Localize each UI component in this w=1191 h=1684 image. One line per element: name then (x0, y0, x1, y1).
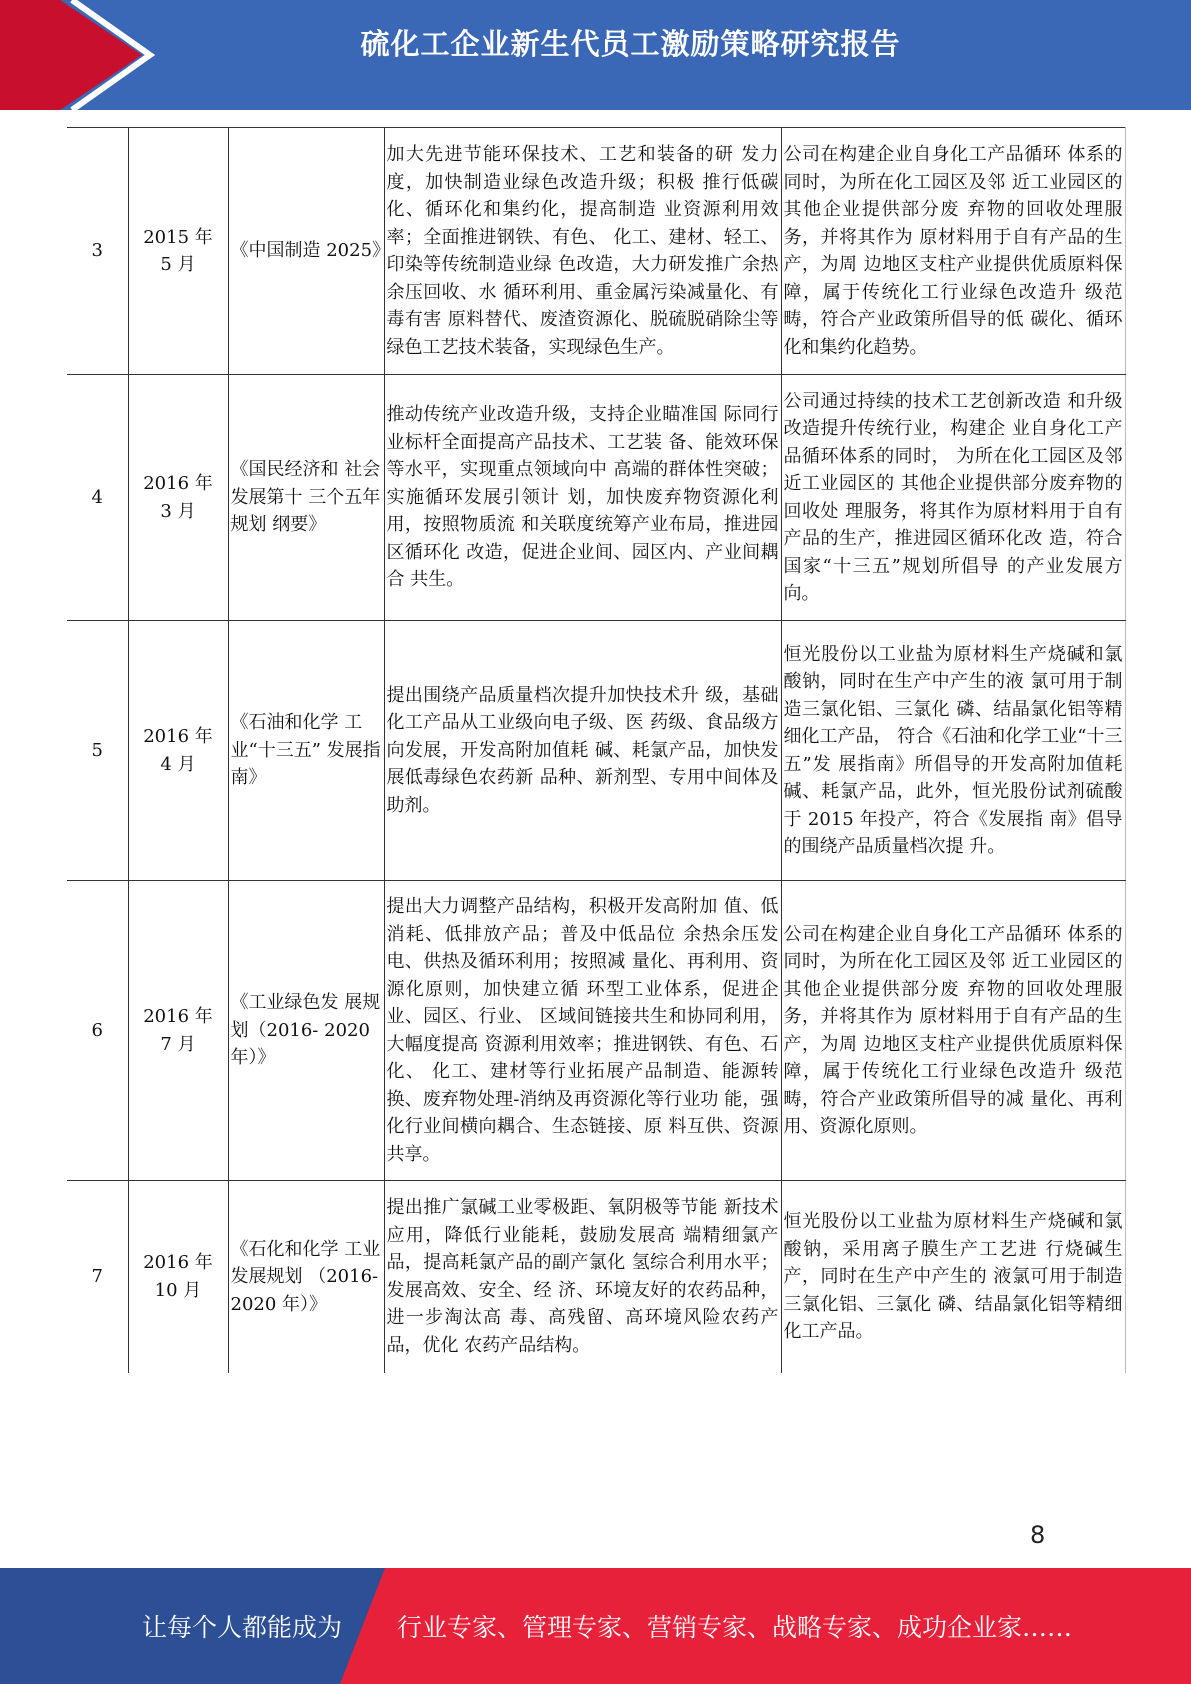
row-number: 3 (67, 128, 128, 375)
table-row (67, 128, 1125, 375)
footer-slogan-right: 行业专家、管理专家、营销专家、战略专家、成功企业家…… (397, 1613, 1073, 1642)
row-number: 5 (67, 621, 128, 881)
table-row (67, 375, 1125, 621)
row-number: 6 (67, 881, 128, 1181)
row-requirement: 提出围绕产品质量档次提升加快技术升 级，基础化工产品从工业级向电子级、医 药级、食品级方向发展，开发高附加值耗 碱、耗氯产品，加快发展低毒绿色农药新 品种、新剂型、专用中间体及助剂。 (384, 621, 781, 881)
page-title: 硫化工企业新生代员工激励策略研究报告 (360, 27, 901, 61)
row-company-fit: 公司通过持续的技术工艺创新改造 和升级改造提升传统行业，构建企 业自身化工产品循环体系的同时， 为所在化工园区及邻近工业园区的 其他企业提供部分废弃物的回收处 理服务，将其作为原材料用于自有 产品的生产，推进园区循环化改 造，符合国家“十三五”规划所倡导 的产业发展方向。 (781, 375, 1125, 621)
row-document: 《国民经济和 社会发展第十 三个五年规划 纲要》 (228, 375, 384, 621)
row-company-fit: 公司在构建企业自身化工产品循环 体系的同时，为所在化工园区及邻 近工业园区的其他企业提供部分废 弃物的回收处理服务，并将其作为 原材料用于自有产品的生产，为周 边地区支柱产业提供优质原料保 障，属于传统化工行业绿色改造升 级范畴，符合产业政策所倡导的低 碳化、循环化和集约化趋势。 (781, 128, 1125, 375)
row-date: 2016 年 10 月 (128, 1181, 228, 1373)
row-date: 2016 年 7 月 (128, 881, 228, 1181)
table-row (67, 881, 1125, 1181)
table-row (67, 1181, 1125, 1373)
row-number: 4 (67, 375, 128, 621)
row-date: 2016 年 4 月 (128, 621, 228, 881)
row-requirement: 加大先进节能环保技术、工艺和装备的研 发力度，加快制造业绿色改造升级；积极 推行低碳化、循环化和集约化，提高制造 业资源利用效率；全面推进钢铁、有色、 化工、建材、轻工、印染等传统制造业绿 色改造，大力研发推广余热余压回收、水 循环利用、重金属污染减量化、有毒有害 原料替代、废渣资源化、脱硫脱硝除尘等 绿色工艺技术装备，实现绿色生产。 (384, 128, 781, 375)
row-document: 《石油和化学 工业“十三五” 发展指南》 (228, 621, 384, 881)
row-document: 《工业绿色发 展规划（2016- 2020 年）》 (228, 881, 384, 1181)
row-document: 《中国制造 2025》 (228, 128, 384, 375)
table-row (67, 621, 1125, 881)
row-number: 7 (67, 1181, 128, 1373)
row-company-fit: 公司在构建企业自身化工产品循环 体系的同时，为所在化工园区及邻 近工业园区的其他企业提供部分废 弃物的回收处理服务，并将其作为 原材料用于自有产品的生产，为周 边地区支柱产业提供优质原料保 障，属于传统化工行业绿色改造升 级范畴，符合产业政策所倡导的减 量化、再利用、资源化原则。 (781, 881, 1125, 1181)
row-company-fit: 恒光股份以工业盐为原材料生产烧碱和氯酸钠，采用离子膜生产工艺进 行烧碱生产，同时在生产中产生的 液氯可用于制造三氯化铝、三氯化 磷、结晶氯化铝等精细化工产品。 (781, 1181, 1125, 1373)
page-header (0, 0, 1191, 110)
page-number: 8 (1030, 1521, 1046, 1549)
row-date: 2016 年 3 月 (128, 375, 228, 621)
row-requirement: 提出推广氯碱工业零极距、氧阴极等节能 新技术应用，降低行业能耗，鼓励发展高 端精细氯产品，提高耗氯产品的副产氯化 氢综合利用水平；发展高效、安全、经 济、环境友好的农药品种，进一步淘汰高 毒、高残留、高环境风险农药产品，优化 农药产品结构。 (384, 1181, 781, 1373)
policy-table (67, 127, 1126, 1373)
footer-slogan-left: 让每个人都能成为 (142, 1613, 343, 1642)
row-requirement: 推动传统产业改造升级，支持企业瞄准国 际同行业标杆全面提高产品技术、工艺装 备、能效环保等水平，实现重点领域向中 高端的群体性突破；实施循环发展引领计 划，加快废弃物资源化利用，按照物质流 和关联度统筹产业布局，推进园区循环化 改造，促进企业间、园区内、产业间耦合 共生。 (384, 375, 781, 621)
row-requirement: 提出大力调整产品结构，积极开发高附加 值、低消耗、低排放产品；普及中低品位 余热余压发电、供热及循环利用；按照减 量化、再利用、资源化原则，加快建立循 环型工业体系，促进企业、园区、行业、 区域间链接共生和协同利用，大幅度提高 资源利用效率；推进钢铁、有色、石化、 化工、建材等行业拓展产品制造、能源转 换、废弃物处理-消纳及再资源化等行业功 能，强化行业间横向耦合、生态链接、原 料互供、资源共享。 (384, 881, 781, 1181)
row-date: 2015 年 5 月 (128, 128, 228, 375)
row-document: 《石化和化学 工业发展规划 （2016-2020 年）》 (228, 1181, 384, 1373)
page-footer (0, 1568, 1191, 1684)
row-company-fit: 恒光股份以工业盐为原材料生产烧碱和氯酸钠，同时在生产中产生的液 氯可用于制造三氯化铝、三氯化 磷、结晶氯化铝等精细化工产品， 符合《石油和化学工业“十三五”发 展指南》所倡导的开发高附加值耗 碱、耗氯产品，此外，恒光股份试剂硫酸于 2015 年投产，符合《发展指 南》倡导的围绕产品质量档次提 升。 (781, 621, 1125, 881)
